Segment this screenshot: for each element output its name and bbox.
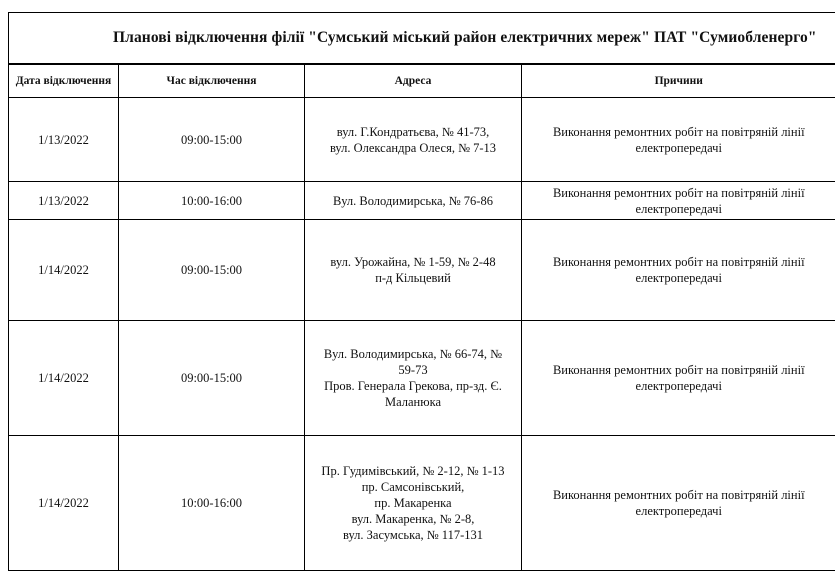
cell-reason [522,182,835,220]
header-time: Час відключення [119,65,305,98]
table-title: Планові відключення філії "Сумський міський район електричних мереж" ПАТ "Сумиобленерго" [113,29,817,46]
cell-time: 10:00-16:00 [119,182,305,220]
table-title-cell [8,12,835,64]
address-line: вул. Засумська, № 117-131 [342,528,484,542]
outage-table [8,64,835,571]
cell-address [305,321,522,436]
cell-date: 1/14/2022 [9,321,119,436]
cell-address [305,98,522,182]
address-line: пр. Макаренка [374,496,452,510]
address-line: вул. Макаренка, № 2-8, [351,512,475,526]
table-row [9,436,835,571]
reason-line: Виконання ремонтних робіт на повітряній лінії [552,124,805,139]
cell-date: 1/14/2022 [9,220,119,321]
cell-time: 10:00-16:00 [119,436,305,571]
reason-line: електропередачі [635,271,722,285]
cell-address [305,436,522,571]
header-row [9,65,835,98]
cell-reason [522,321,835,436]
reason-line: електропередачі [635,504,722,518]
reason-line: Виконання ремонтних робіт на повітряній лінії [552,363,805,377]
cell-reason [522,436,835,571]
address-line: вул. Г.Кондратьєва, № 41-73, [336,124,490,139]
reason-line: Виконання ремонтних робіт на повітряній лінії [552,185,805,200]
address-line: п-д Кільцевий [375,271,451,285]
cell-time: 09:00-15:00 [119,98,305,182]
table-row [9,182,835,220]
cell-reason [522,98,835,182]
cell-reason [522,220,835,321]
address-line: вул. Урожайна, № 1-59, № 2-48 [330,255,496,269]
address-line: Вул. Володимирська, № 76-86 [333,193,493,208]
address-line: Маланюка [384,395,442,409]
header-reason: Причини [522,65,835,98]
reason-line: електропередачі [635,379,722,393]
reason-line: електропередачі [635,140,722,155]
outage-schedule-sheet [8,12,835,576]
header-address: Адреса [305,65,522,98]
address-line: Пров. Генерала Грекова, пр-зд. Є. [324,379,502,393]
reason-line: електропередачі [635,201,722,216]
table-row [9,220,835,321]
cell-address [305,182,522,220]
cell-time: 09:00-15:00 [119,220,305,321]
table-row [9,98,835,182]
reason-line: Виконання ремонтних робіт на повітряній лінії [552,488,805,502]
cell-date: 1/13/2022 [9,98,119,182]
cell-date: 1/14/2022 [9,436,119,571]
cell-time: 09:00-15:00 [119,321,305,436]
address-line: Пр. Гудимівський, № 2-12, № 1-13 [321,464,505,478]
reason-line: Виконання ремонтних робіт на повітряній лінії [552,255,805,269]
address-line: вул. Олександра Олеся, № 7-13 [329,140,497,155]
cell-date: 1/13/2022 [9,182,119,220]
header-date: Дата відключення [9,65,119,98]
address-line: Вул. Володимирська, № 66-74, № [323,347,503,361]
table-row [9,321,835,436]
address-line: пр. Самсонівський, [361,480,465,494]
address-line: 59-73 [398,363,428,377]
cell-address [305,220,522,321]
